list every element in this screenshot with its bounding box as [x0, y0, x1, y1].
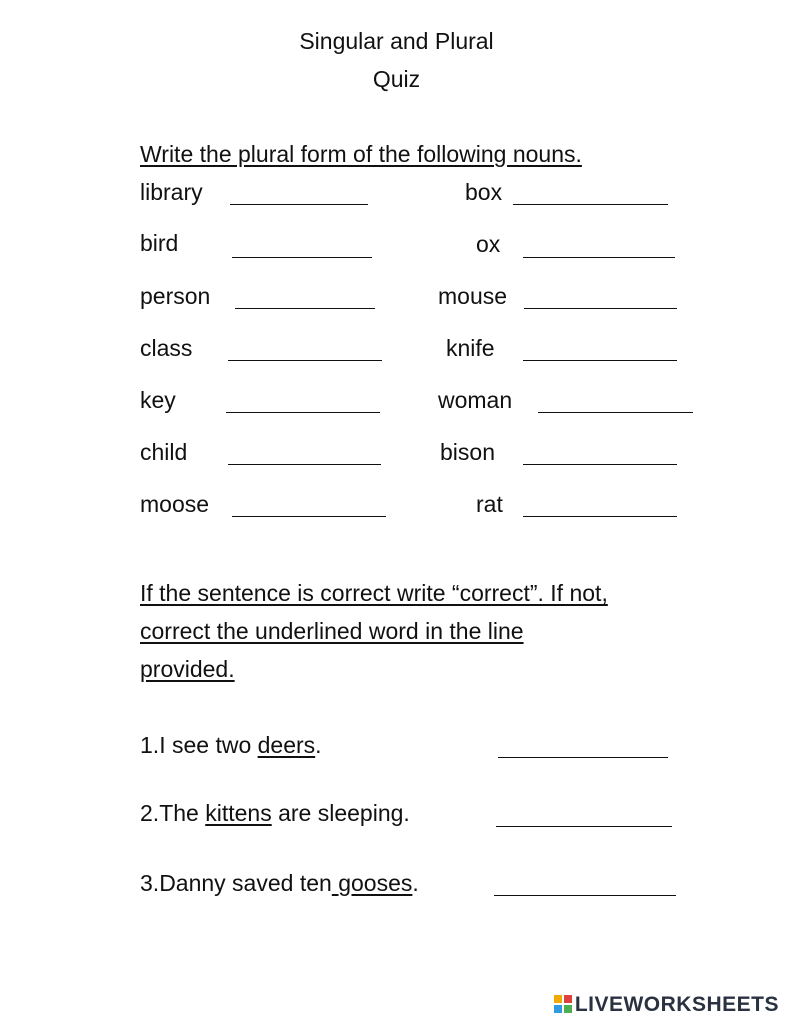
word-right: knife [446, 335, 495, 361]
answer-line[interactable] [230, 204, 368, 205]
answer-line[interactable] [232, 516, 386, 517]
word-left: class [140, 335, 193, 361]
answer-line[interactable] [496, 826, 672, 827]
underlined-word: gooses [331, 870, 413, 896]
answer-line[interactable] [228, 360, 382, 361]
section1-instruction: Write the plural form of the following nouns. [140, 141, 582, 167]
word-right: ox [476, 231, 501, 257]
answer-line[interactable] [523, 464, 677, 465]
question-number: 1. [140, 732, 160, 758]
word-right: rat [476, 491, 503, 517]
answer-line[interactable] [524, 308, 677, 309]
question-text: I see two [159, 732, 258, 758]
answer-line[interactable] [228, 464, 381, 465]
liveworksheets-logo [554, 993, 779, 1017]
page-subtitle: Quiz [372, 66, 421, 92]
logo-text: LIVEWORKSHEETS [574, 993, 779, 1016]
question-1 [140, 732, 322, 759]
underlined-word: kittens [205, 800, 272, 826]
word-left: child [140, 439, 188, 465]
question-text-end: . [412, 870, 419, 896]
answer-line[interactable] [226, 412, 380, 413]
answer-line[interactable] [235, 308, 375, 309]
word-right: box [465, 179, 503, 205]
answer-line[interactable] [523, 360, 677, 361]
answer-line[interactable] [538, 412, 693, 413]
word-left: library [140, 179, 203, 205]
section2-instruction-line: provided. [140, 656, 235, 682]
page-title: Singular and Plural [299, 28, 494, 54]
word-left: bird [140, 230, 179, 256]
word-right: mouse [438, 283, 508, 309]
question-2 [140, 800, 410, 827]
answer-line[interactable] [513, 204, 668, 205]
word-right: woman [438, 387, 513, 413]
question-number: 3. [140, 870, 160, 896]
answer-line[interactable] [523, 257, 675, 258]
answer-line[interactable] [498, 757, 668, 758]
question-number: 2. [140, 800, 160, 826]
question-3 [140, 870, 419, 897]
answer-line[interactable] [523, 516, 677, 517]
question-text-end: . [315, 732, 322, 758]
answer-line[interactable] [494, 895, 676, 896]
question-text: The [159, 800, 206, 826]
answer-line[interactable] [232, 257, 372, 258]
word-left: person [140, 283, 211, 309]
word-right: bison [440, 439, 495, 465]
section2-instruction-line: If the sentence is correct write “correct”. If not, [140, 580, 608, 606]
question-text: Danny saved ten [159, 870, 332, 896]
question-text-end: are sleeping. [271, 800, 410, 826]
word-left: moose [140, 491, 210, 517]
underlined-word: deers [257, 732, 316, 758]
word-left: key [140, 387, 176, 413]
liveworksheets-logo-icon [554, 995, 572, 1013]
section2-instruction-line: correct the underlined word in the line [140, 618, 524, 644]
